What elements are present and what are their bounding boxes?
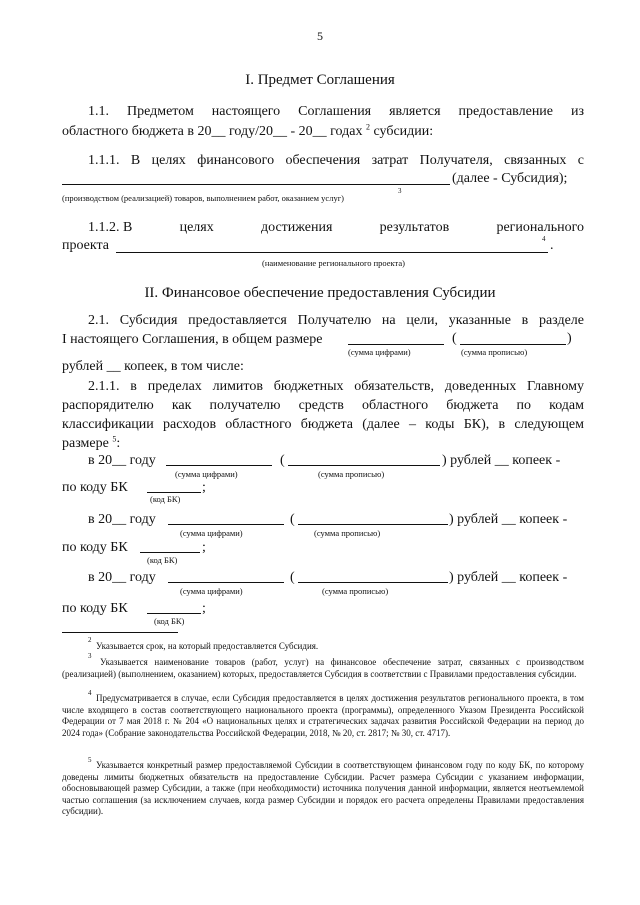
year-2-caption-bk: (код БК)	[147, 555, 178, 565]
paragraph-2-1-1-line4: размере $^5$:	[62, 434, 121, 451]
footnote-2-mark: 2	[88, 636, 92, 644]
paragraph-1-1-line2: областного бюджета в 20__ году/20__ - 20__ годах $^2$ субсидии:	[62, 122, 434, 139]
year-3-digits-line	[168, 582, 284, 583]
year-3-words-line	[298, 582, 448, 583]
paragraph-2-1-1-line2: распорядителю как получателю средств областного бюджета по кодам	[62, 398, 584, 413]
paragraph-1-1-1-line1: 1.1.1. В целях финансового обеспечения затрат Получателя, связанных с	[88, 153, 584, 168]
footnote-ref-3: 3	[398, 187, 402, 195]
year-2-caption-words: (сумма прописью)	[314, 528, 381, 538]
footnote-5: Указывается конкретный размер предоставляемой Субсидии в соответствующем финансовом году по коду БК, по которому доведены лимиты бюджетных обязательств на предоставление Субсидии. Расчет размера Субсидии с указанием информации, обосновывающей размер Субсидии, а также (при необходимости) источника получения данной информации, является неотъемлемой частью соглашения (за исключением случаев, когда размер Субсидии и порядок его расчета определены Правилами предоставления субсидии).	[62, 760, 584, 817]
year-3-label: в 20__ году	[88, 570, 156, 585]
paragraph-1-1-2-line2: проекта	[62, 238, 109, 253]
paragraph-1-1-2-line1: 1.1.2. В целях достижения результатов регионального	[88, 220, 584, 235]
paragraph-2-1-1-line1: 2.1.1. в пределах лимитов бюджетных обязательств, доведенных Главному	[88, 379, 584, 394]
year-1-bk-label: по коду БК	[62, 480, 128, 495]
footnote-4: Предусматривается в случае, если Субсидия предоставляется в целях достижения результатов регионального проекта, в том числе входящего в состав соответствующего национального проекта (программы), определенного Указом Президента Российской Федерации от 7 мая 2018 г. № 204 «О национальных целях и стратегических задачах развития Российской Федерации на период до 2024 года» (Собрание законодательства Российской Федерации, 2018, № 20, ст. 2817; № 30, ст. 4717).	[62, 693, 584, 738]
year-1-label: в 20__ году	[88, 453, 156, 468]
caption-products: (производством (реализацией) товаров, выполнением работ, оказанием услуг)	[62, 193, 345, 203]
paragraph-2-1-line2: I настоящего Соглашения, в общем размере	[62, 332, 323, 347]
year-2-words-line	[298, 524, 448, 525]
year-2-bk-label: по коду БК	[62, 540, 128, 555]
year-3-rub-kop: ) рублей __ копеек -	[449, 570, 568, 585]
year-1-caption-bk: (код БК)	[150, 494, 181, 504]
footnote-ref-5: 5	[112, 434, 117, 444]
paragraph-2-1-1-line3: классификации расходов областного бюджета (далее – коды БК), в следующем	[62, 417, 584, 432]
year-2-bk-line	[140, 552, 200, 553]
year-3-bk-line	[147, 613, 201, 614]
paragraph-2-1-line3: рублей __ копеек, в том числе:	[62, 359, 244, 374]
paragraph-2-1-line1: 2.1. Субсидия предоставляется Получателю на цели, указанные в разделе	[88, 313, 584, 328]
year-2-digits-line	[168, 524, 284, 525]
year-1-caption-words: (сумма прописью)	[318, 469, 385, 479]
year-1-bk-line	[147, 492, 201, 493]
year-1-digits-line	[166, 465, 272, 466]
caption-project: (наименование регионального проекта)	[262, 258, 405, 268]
paragraph-1-1-1-end: (далее - Субсидия);	[452, 171, 568, 186]
year-2-caption-digits: (сумма цифрами)	[180, 528, 243, 538]
section-2-title: II. Финансовое обеспечение предоставления Субсидии	[144, 285, 496, 301]
year-1-rub-kop: ) рублей __ копеек -	[442, 453, 561, 468]
year-1-words-line	[288, 465, 440, 466]
footnote-3-mark: 3	[88, 652, 92, 660]
footnote-2: Указывается срок, на который предоставляется Субсидия.	[96, 641, 319, 651]
year-1-caption-digits: (сумма цифрами)	[175, 469, 238, 479]
year-2-label: в 20__ году	[88, 512, 156, 527]
fill-line-total-digits	[348, 344, 444, 345]
footnote-ref-2: 2	[366, 122, 370, 132]
year-3-bk-label: по коду БК	[62, 601, 128, 616]
footnote-5-mark: 5	[88, 756, 92, 764]
section-1-title: I. Предмет Соглашения	[245, 72, 395, 88]
year-3-caption-digits: (сумма цифрами)	[180, 586, 243, 596]
year-3-caption-words: (сумма прописью)	[322, 586, 389, 596]
year-2-rub-kop: ) рублей __ копеек -	[449, 512, 568, 527]
paragraph-1-1-line1: 1.1. Предметом настоящего Соглашения является предоставление из	[88, 104, 584, 119]
caption-total-digits: (сумма цифрами)	[348, 347, 411, 357]
footnote-separator	[62, 632, 178, 633]
fill-line-project	[116, 252, 548, 253]
caption-total-words: (сумма прописью)	[461, 347, 528, 357]
document-page: 5 I. Предмет Соглашения 1.1. Предметом настоящего Соглашения является предоставление из областного бюджета в 20__ году/20__ - 20__ годах $^2$ субсидии: 1.1.1. В целях финансового обеспечения затрат Получателя, связанных с (далее - Субсидия); (производством (реализацией) товаров, выполнением работ, оказанием услуг) 3 1.1.2. В целях достижения результатов регионального проекта 4 . (наименование регионального проекта) II. Финансовое обеспечение предоставления Субсидии 2.1. Субсидия предоставляется Получателю на цели, указанные в разделе I настоящего Соглашения, в общем размере ( ) (сумма цифрами) (сумма прописью) рублей __ копеек, в том числе: 2.1.1. в пределах лимитов бюджетных обязательств, доведенных Главному распорядителю как получателю средств областного бюджета по кодам классификации расходов областного бюджета (далее – коды БК), в следующем размере $^5$: в 20__ году ( ) рублей __ копеек - (сумма цифрами) (сумма прописью) по коду БК ; (код БК) в 20__ году ( ) рублей __ копеек - (сумма цифрами) (сумма прописью) по коду БК ; (код БК) в 20__ году ( ) рублей __ копеек - (сумма цифрами) (сумма прописью) по коду БК ; (код БК) 2 Указывается срок, на который предоставляется Субсидия. 3 Указывается наименование товаров (работ, услуг) на финансовое обеспечение затрат, связанных с производством (реализацией) (выполнением, оказанием) которых, предоставляется Субсидия в соответствии с Правилами предоставления субсидии. 4 Предусматривается в случае, если Субсидия предоставляется в целях достижения результатов регионального проекта, в том числе входящего в состав соответствующего национального проекта (программы), определенного Указом Президента Российской Федерации от 7 мая 2018 г. № 204 «О национальных целях и стратегических задачах развития Российской Федерации на период до 2024 года» (Собрание законодательства Российской Федерации, 2018, № 20, ст. 2817; № 30, ст. 4717). 5 Указывается конкретный размер предоставляемой Субсидии в соответствующем финансовом году по коду БК, по которому доведены лимиты бюджетных обязательств на предоставление Субсидии. Расчет размера Субсидии с указанием информации, обосновывающей размер Субсидии, а также (при необходимости) источника получения данной информации, является неотъемлемой частью соглашения (за исключением случаев, когда размер Субсидии и порядок его расчета определены Правилами предоставления субсидии).	[0, 0, 640, 905]
page-number: 5	[317, 29, 323, 43]
footnote-3: Указывается наименование товаров (работ, услуг) на финансовое обеспечение затрат, связанных с производством (реализацией) (выполнением, оказанием) которых, предоставляется Субсидия в соответствии с Правилами предоставления субсидии.	[62, 657, 584, 679]
year-3-caption-bk: (код БК)	[154, 616, 185, 626]
footnote-ref-4: 4	[542, 235, 546, 243]
fill-line-total-words	[460, 344, 566, 345]
fill-line-products	[62, 184, 450, 185]
footnote-4-mark: 4	[88, 689, 92, 697]
